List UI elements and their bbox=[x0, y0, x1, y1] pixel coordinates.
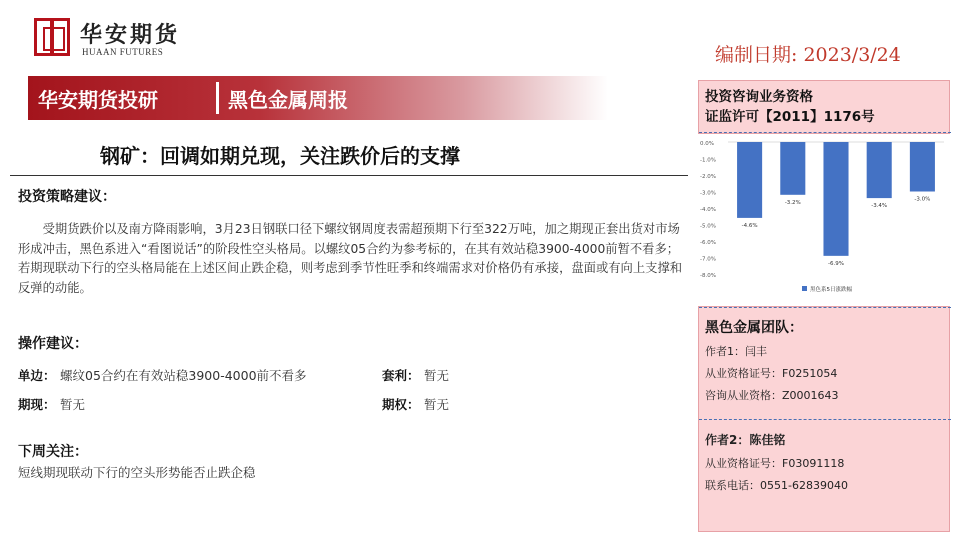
banner-divider bbox=[216, 82, 219, 114]
logo-chinese-name: 华安期货 bbox=[80, 22, 181, 48]
company-logo bbox=[34, 18, 184, 60]
panel-dashed-divider-top bbox=[699, 307, 951, 308]
author2-phone: 联系电话：0551-62839040 bbox=[705, 479, 848, 492]
bar-value-label: -4.6% bbox=[741, 222, 758, 229]
strategy-heading: 投资策略建议： bbox=[18, 189, 116, 205]
author2-name: 作者2：陈佳铭 bbox=[705, 433, 786, 447]
y-tick-label: -4.0% bbox=[700, 207, 716, 213]
chart-svg bbox=[698, 134, 950, 304]
bar-value-label: -6.9% bbox=[828, 260, 844, 267]
watch-heading: 下周关注： bbox=[18, 444, 88, 460]
author1-consult-license: 咨询从业资格：Z0001643 bbox=[705, 389, 839, 402]
legend-swatch bbox=[802, 286, 807, 291]
y-tick-label: -1.0% bbox=[700, 157, 716, 164]
operation-heading: 操作建议： bbox=[18, 336, 88, 352]
logo-mark-icon bbox=[34, 18, 70, 56]
option-label: 期权： bbox=[382, 397, 420, 412]
author1-license: 从业资格证号：F0251054 bbox=[705, 367, 838, 380]
y-tick-label: -3.0% bbox=[700, 190, 716, 197]
title-divider bbox=[10, 175, 688, 176]
chart-bar bbox=[780, 142, 805, 195]
bar-value-label: -3.4% bbox=[871, 203, 888, 210]
legend-label: 黑色系5日涨跌幅 bbox=[810, 287, 852, 293]
chart-bar bbox=[910, 142, 935, 192]
qualification-line-2: 证监许可【2011】1176号 bbox=[705, 109, 875, 125]
weekly-change-chart bbox=[698, 134, 950, 304]
team-heading: 黑色金属团队： bbox=[705, 320, 803, 336]
y-tick-label: -7.0% bbox=[700, 256, 716, 263]
y-tick-label: -6.0% bbox=[700, 240, 716, 246]
banner-research-label: 华安期货投研 bbox=[38, 88, 158, 112]
basis-label: 期现： bbox=[18, 397, 56, 412]
report-banner bbox=[28, 76, 608, 120]
chart-bar bbox=[737, 142, 762, 218]
y-tick-label: -8.0% bbox=[700, 273, 716, 279]
qualification-line-1: 投资咨询业务资格 bbox=[705, 89, 813, 105]
bar-value-label: -3.2% bbox=[784, 199, 801, 206]
author2-license: 从业资格证号：F03091118 bbox=[705, 457, 845, 470]
single-side-value: 螺纹05合约在有效站稳3900-4000前不看多 bbox=[60, 368, 307, 383]
single-side-label: 单边： bbox=[18, 368, 56, 383]
author1-name: 作者1：闫丰 bbox=[705, 345, 767, 358]
panel-dashed-divider bbox=[699, 132, 951, 133]
chart-bar bbox=[867, 142, 892, 198]
strategy-text: 受期货跌价以及南方降雨影响，3月23日钢联口径下螺纹钢周度表需超预期下行至322万吨，加之期现正套出货对市场形成冲击，黑色系进入“看图说话”的阶段性空头格局。以螺纹05合约为参考标的，在其有效站稳3900-4000前暂不看多；若期现联动下行的空头格局能在上述区间止跌企稳，则考虑到季节性旺季和终端需求对价格仍有承接，盘面或有向上支撑和反弹的动能。 bbox=[18, 222, 683, 295]
report-date: 编制日期: 2023/3/24 bbox=[715, 44, 901, 66]
y-tick-label: 0.0% bbox=[700, 141, 714, 147]
banner-report-type: 黑色金属周报 bbox=[228, 88, 348, 112]
y-tick-label: -5.0% bbox=[700, 223, 716, 230]
qualification-panel bbox=[698, 80, 950, 134]
watch-text: 短线期现联动下行的空头形势能否止跌企稳 bbox=[18, 465, 256, 480]
logo-english-name: HUAAN FUTURES bbox=[82, 47, 164, 57]
y-tick-label: -2.0% bbox=[700, 174, 716, 180]
arbitrage-value: 暂无 bbox=[424, 368, 450, 383]
team-panel bbox=[698, 306, 950, 532]
option-value: 暂无 bbox=[424, 397, 450, 412]
bar-value-label: -3.0% bbox=[914, 196, 931, 203]
arbitrage-label: 套利： bbox=[382, 368, 420, 383]
panel-dashed-divider-mid bbox=[699, 419, 951, 420]
basis-value: 暂无 bbox=[60, 397, 86, 412]
page-title: 钢矿：回调如期兑现，关注跌价后的支撑 bbox=[100, 144, 460, 168]
chart-bar bbox=[823, 142, 848, 256]
